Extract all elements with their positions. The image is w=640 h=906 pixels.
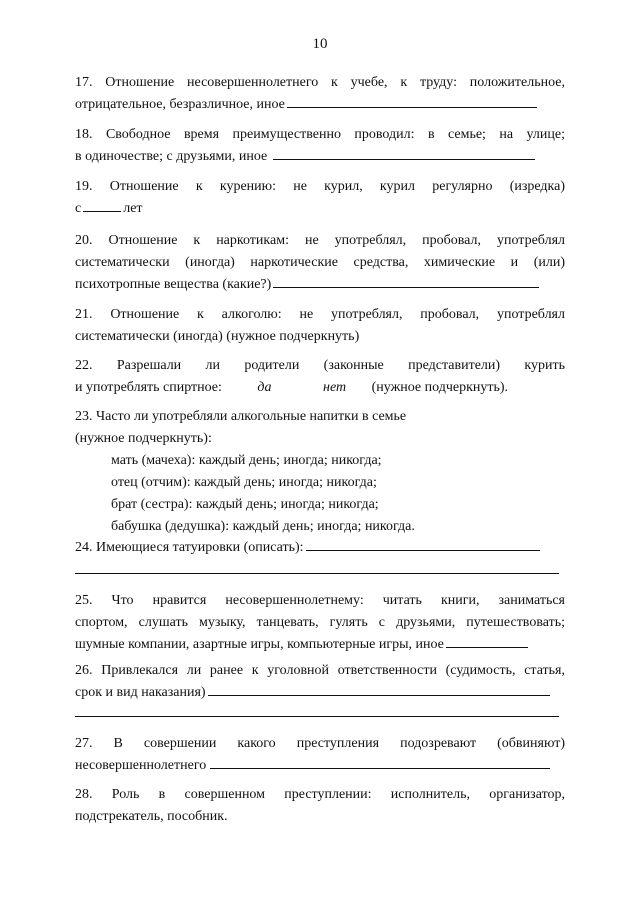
q27-line-2: несовершеннолетнего [75, 758, 207, 773]
q23-line-1: 23. Часто ли употребляли алкогольные напитки в семье [75, 409, 407, 424]
q25-line-2: спортом, слушать музыку, танцевать, гулять с друзьями, путешествовать; [75, 615, 565, 630]
q17-line-2: отрицательное, безразличное, иное [75, 97, 285, 112]
q19-line-2-prefix: с [75, 201, 82, 216]
q20-line-3: психотропные вещества (какие?) [75, 277, 272, 292]
q23-grandparent: бабушка (дедушка): каждый день; иногда; никогда. [111, 519, 415, 534]
q26-line-1: 26. Привлекался ли ранее к уголовной ответственности (судимость, статья, [75, 663, 565, 678]
q26-line-2: срок и вид наказания) [75, 685, 206, 700]
q23-father: отец (отчим): каждый день; иногда; никогда; [111, 475, 377, 490]
q22-line-2-suffix: (нужное подчеркнуть). [371, 380, 509, 395]
q22-word-5: (законные [323, 358, 384, 373]
q17-answer-line[interactable] [287, 94, 537, 108]
q19-line-2-suffix: лет [123, 201, 143, 216]
q24-line-1: 24. Имеющиеся татуировки (описать): [75, 540, 304, 555]
q25-line-3: шумные компании, азартные игры, компьютерные игры, иное [75, 637, 444, 652]
page-number: 10 [312, 36, 328, 52]
q22-option-yes[interactable]: да [257, 380, 272, 395]
q19-years-line[interactable] [83, 198, 121, 212]
q19-line-1: 19. Отношение к курению: не курил, курил регулярно (изредка) [75, 179, 565, 194]
question-25 [75, 590, 565, 656]
q18-answer-line[interactable] [273, 146, 535, 160]
question-22 [75, 355, 565, 399]
q25-answer-line[interactable] [446, 634, 528, 648]
question-18 [75, 124, 565, 168]
q25-line-1: 25. Что нравится несовершеннолетнему: читать книги, заниматься [75, 593, 565, 608]
q20-answer-line[interactable] [273, 274, 539, 288]
q22-word-1: 22. [75, 358, 93, 373]
question-27 [75, 733, 565, 777]
q23-sibling: брат (сестра): каждый день; иногда; никогда; [111, 497, 379, 512]
q20-line-2: систематически (иногда) наркотические средства, химические и (или) [75, 255, 565, 270]
q23-mother: мать (мачеха): каждый день; иногда; никогда; [111, 453, 382, 468]
q27-line-1: 27. В совершении какого преступления подозревают (обвиняют) [75, 736, 565, 751]
q21-line-2: систематически (иногда) (нужное подчеркнуть) [75, 329, 360, 344]
question-20 [75, 230, 565, 296]
q28-line-1: 28. Роль в совершенном преступлении: исполнитель, организатор, [75, 787, 565, 802]
q22-word-3: ли [205, 358, 220, 373]
q20-line-1: 20. Отношение к наркотикам: не употреблял, пробовал, употреблял [75, 233, 565, 248]
q28-line-2: подстрекатель, пособник. [75, 809, 228, 824]
q26-answer-line[interactable] [208, 682, 550, 696]
q18-line-2: в одиночестве; с друзьями, иное [75, 149, 268, 164]
q24-answer-line[interactable] [306, 537, 540, 551]
q22-line-2-prefix: и употреблять спиртное: [75, 380, 222, 395]
question-21 [75, 304, 565, 348]
q26-answer-line-2[interactable] [75, 716, 559, 717]
q23-line-2: (нужное подчеркнуть): [75, 431, 212, 446]
q17-line-1: 17. Отношение несовершеннолетнего к учебе, к труду: положительное, [75, 75, 565, 90]
q22-word-6: представители) [408, 358, 501, 373]
q22-word-4: родители [244, 358, 300, 373]
q22-option-no[interactable]: нет [323, 380, 347, 395]
question-19 [75, 176, 565, 220]
q18-line-1: 18. Свободное время преимущественно проводил: в семье; на улице; [75, 127, 565, 142]
q22-word-2: Разрешали [116, 358, 182, 373]
q24-answer-line-2[interactable] [75, 573, 559, 574]
question-24 [75, 537, 565, 559]
q21-line-1: 21. Отношение к алкоголю: не употреблял, пробовал, употреблял [75, 307, 565, 322]
question-28 [75, 784, 565, 828]
question-23 [75, 406, 565, 538]
question-26 [75, 660, 565, 704]
q27-answer-line[interactable] [210, 755, 550, 769]
q22-word-7: курить [524, 358, 565, 373]
question-17 [75, 72, 565, 116]
